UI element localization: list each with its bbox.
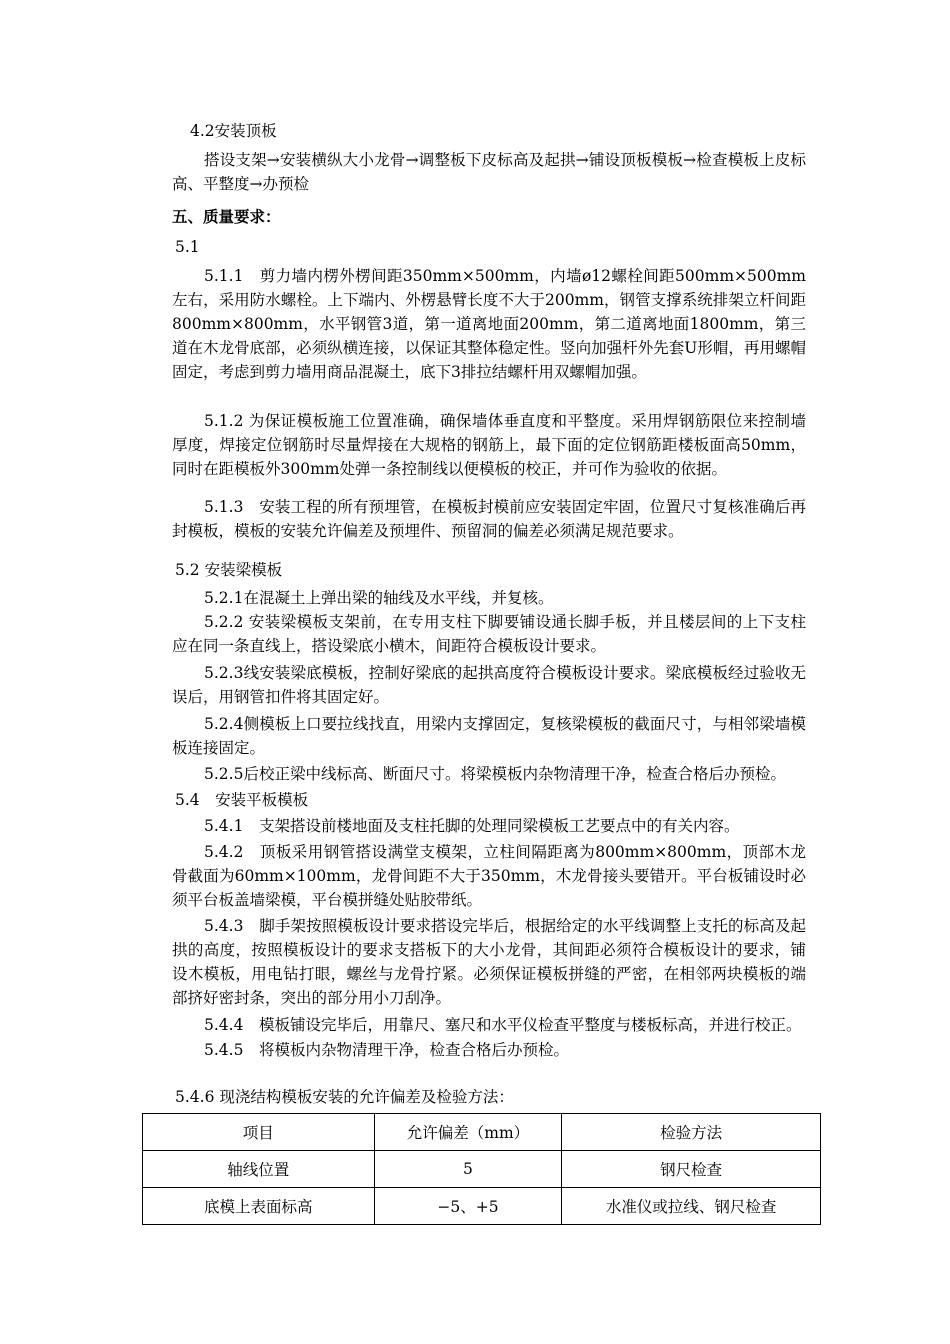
paragraph-5-2-1: 5.2.1在混凝土上弹出梁的轴线及水平线，并复核。 <box>204 589 554 607</box>
table-cell: 水准仪或拉线、钢尺检查 <box>562 1188 821 1225</box>
table-header-tolerance: 允许偏差（mm） <box>374 1114 562 1151</box>
table-row <box>143 1151 821 1188</box>
paragraph-5-2-3: 5.2.3线安装梁底模板，控制好梁底的起拱高度符合模板设计要求。梁底模板经过验收无误后，用钢管扣件将其固定好。 <box>172 664 806 706</box>
table-header-method: 检验方法 <box>562 1114 821 1151</box>
paragraph-5-1-3: 5.1.3 安装工程的所有预埋管，在模板封模前应安装固定牢固，位置尺寸复核准确后再封模板，模板的安装允许偏差及预埋件、预留洞的偏差必须满足规范要求。 <box>172 498 806 540</box>
paragraph-5-1-1: 5.1.1 剪力墙内楞外楞间距350mm×500mm，内墙ø12螺栓间距500mm×500mm左右，采用防水螺栓。上下端内、外楞悬臂长度不大于200mm，钢管支撑系统排架立杆间距800mm×800mm，水平钢管3道，第一道离地面200mm，第二道离地面1800mm，第三道在木龙骨底部，必须纵横连接，以保证其整体稳定性。竖向加强杆外先套U形帽，再用螺帽固定，考虑到剪力墙用商品混凝土，底下3排拉结螺杆用双螺帽加强。 <box>172 267 806 381</box>
table-header-item: 项目 <box>143 1114 375 1151</box>
section-4-2-flow: 搭设支架→安装横纵大小龙骨→调整板下皮标高及起拱→铺设顶板模板→检查模板上皮标高、平整度→办预检 <box>172 151 806 193</box>
paragraph-5-4-6: 5.4.6 现浇结构模板安装的允许偏差及检验方法： <box>175 1088 514 1106</box>
paragraph-5-4-2: 5.4.2 顶板采用钢管搭设满堂支模架，立柱间隔距离为800mm×800mm，顶部木龙骨截面为60mm×100mm，龙骨间距不大于350mm，木龙骨接头要错开。平台板铺设时必须平台板盖墙梁模，平台模拼缝处贴胶带纸。 <box>172 843 806 909</box>
tolerance-table <box>142 1113 821 1225</box>
table-cell: 5 <box>374 1151 562 1188</box>
table-cell: 钢尺检查 <box>562 1151 821 1188</box>
section-5-4-heading: 5.4 安装平板模板 <box>175 791 309 809</box>
paragraph-5-2-2: 5.2.2 安装梁模板支架前，在专用支柱下脚要铺设通长脚手板，并且楼层间的上下支柱应在同一条直线上，搭设梁底小横木，间距符合模板设计要求。 <box>172 613 806 655</box>
table-row <box>143 1188 821 1225</box>
paragraph-5-2-5: 5.2.5后校正梁中线标高、断面尺寸。将梁模板内杂物清理干净，检查合格后办预检。 <box>204 765 786 783</box>
table-cell: 底模上表面标高 <box>143 1188 375 1225</box>
table-cell: −5、+5 <box>374 1188 562 1225</box>
paragraph-5-1-2: 5.1.2 为保证模板施工位置准确，确保墙体垂直度和平整度。采用焊钢筋限位来控制墙厚度，焊接定位钢筋时尽量焊接在大规格的钢筋上，最下面的定位钢筋距楼板面高50mm，同时在距模板外300mm处弹一条控制线以便模板的校正，并可作为验收的依据。 <box>172 412 806 478</box>
section-5-heading: 五、质量要求： <box>172 207 281 226</box>
paragraph-5-4-3: 5.4.3 脚手架按照模板设计要求搭设完毕后，根据给定的水平线调整上支托的标高及起拱的高度，按照模板设计的要求支搭板下的大小龙骨，其间距必须符合模板设计的要求，铺设木模板，用电钻打眼，螺丝与龙骨拧紧。必须保证模板拼缝的严密，在相邻两块模板的端部挤好密封条，突出的部分用小刀刮净。 <box>172 917 806 1007</box>
section-5-1-heading: 5.1 <box>175 238 200 256</box>
paragraph-5-2-4: 5.2.4侧模板上口要拉线找直，用梁内支撑固定，复核梁模板的截面尺寸，与相邻梁墙模板连接固定。 <box>172 715 806 757</box>
table-header-row <box>143 1114 821 1151</box>
paragraph-5-4-1: 5.4.1 支架搭设前楼地面及支柱托脚的处理同梁模板工艺要点中的有关内容。 <box>204 817 740 835</box>
paragraph-5-4-4: 5.4.4 模板铺设完毕后，用靠尺、塞尺和水平仪检查平整度与楼板标高，并进行校正。 <box>204 1016 802 1034</box>
paragraph-5-4-5: 5.4.5 将模板内杂物清理干净，检查合格后办预检。 <box>204 1041 569 1059</box>
section-5-2-heading: 5.2 安装梁模板 <box>175 561 283 579</box>
section-4-2-heading: 4.2安装顶板 <box>190 122 277 140</box>
table-cell: 轴线位置 <box>143 1151 375 1188</box>
